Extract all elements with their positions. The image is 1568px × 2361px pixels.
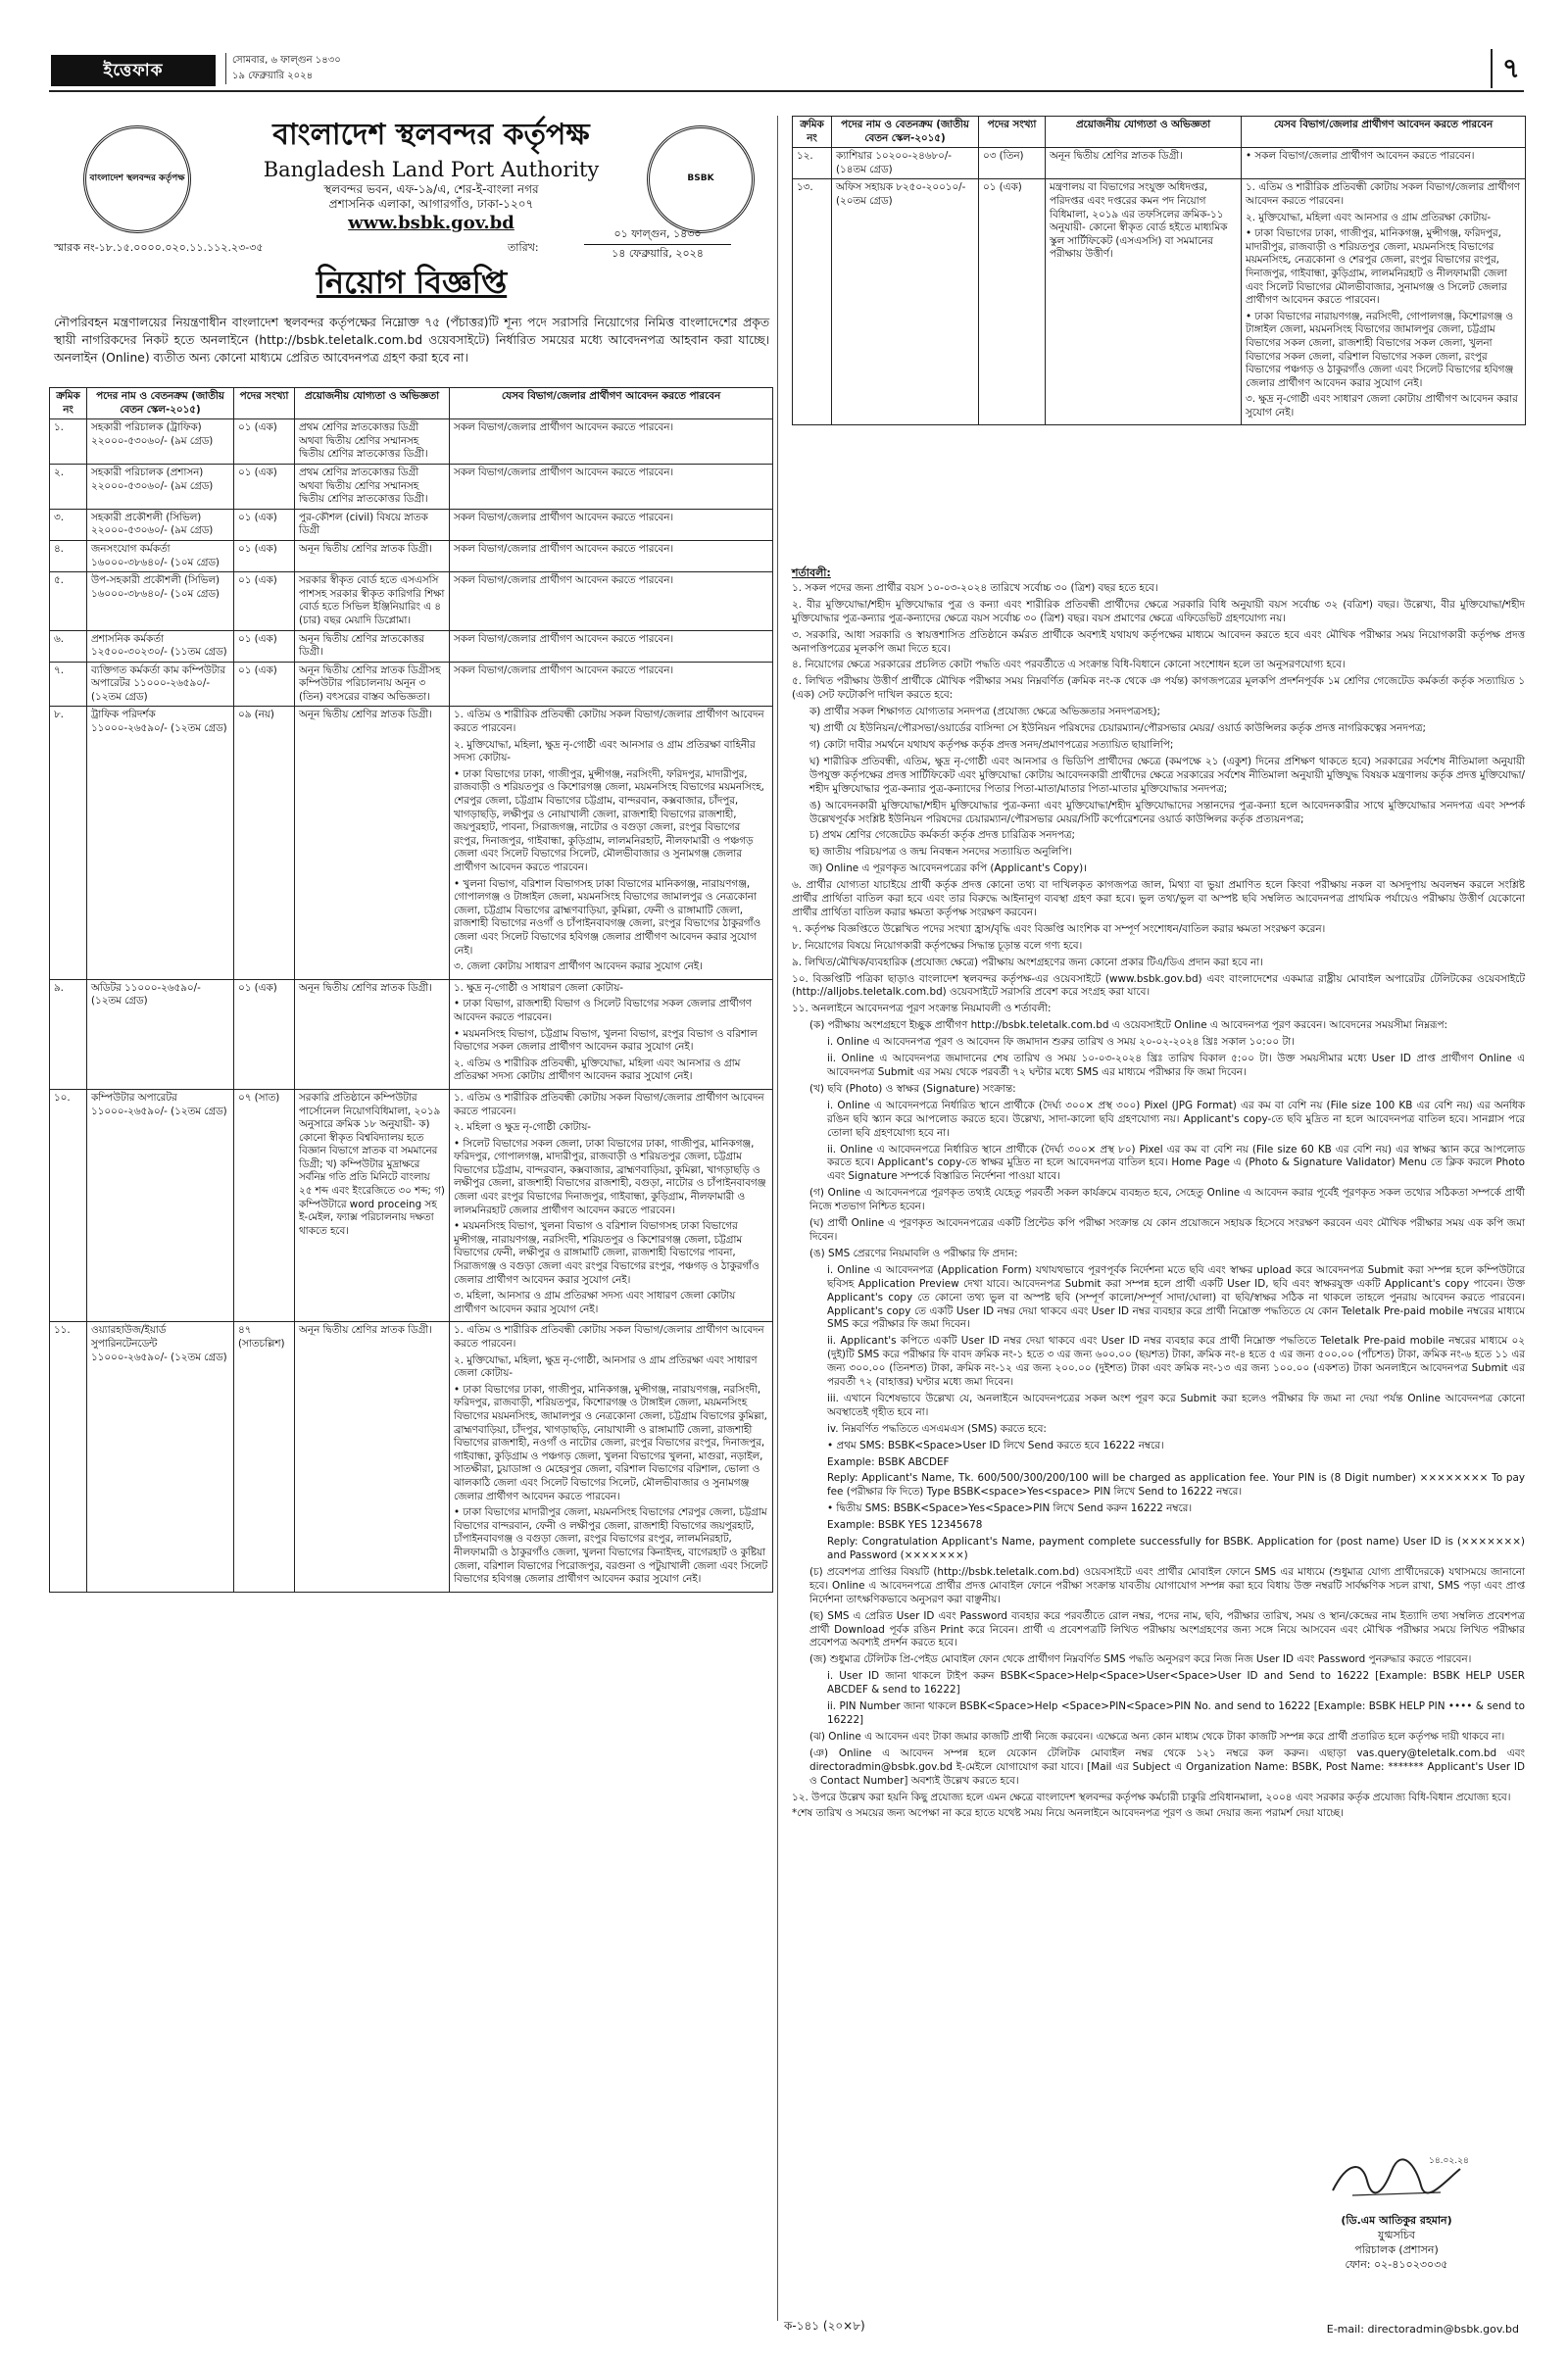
- cell-district: [450, 1322, 773, 1592]
- district-paragraph: ২. এতিম ও শারীরিক প্রতিবন্ধী, মুক্তিযোদ্ধা, মহিলা এবং আনসার ও গ্রাম প্রতিরক্ষা সদস্য কোটায় প্রার্থীগণ আবেদন করার সুযোগ নেই।: [454, 1057, 741, 1083]
- terms-item: ৪. নিয়োগের ক্ষেত্রে সরকারের প্রচলিত কোটা পদ্ধতি এবং পরবর্তীতে এ সংক্রান্ত বিধি-বিধানে কোনো সংশোধন হলে তা অনুসরণযোগ্য হবে।: [792, 659, 1346, 671]
- cell-district: সকল বিভাগ/জেলার প্রার্থীগণ আবেদন করতে পারবেন।: [450, 464, 773, 509]
- cell-serial: ৩.: [50, 509, 87, 540]
- cell-serial: ১.: [50, 419, 87, 465]
- terms-item: ii. Online এ আবেদনপত্রে নির্ধারিত স্থানে প্রার্থীকে (দৈর্ঘ্য ৩০০× প্রস্থ ৮০) Pixel এর কম বা বেশি নয় (File size 60 KB এর বেশি নয়) এর স্বাক্ষর স্ক্যান করে আপলোড করতে হবে। Applicant's copy-তে স্বাক্ষর মুদ্রিত না হলে আবেদনপত্র বাতিল হবে। Home Page এ (Photo & Signature Validator) Menu তে ক্লিক করলে Photo এবং Signature সম্পর্কে বিস্তারিত নির্দেশনা পাওয়া যাবে।: [827, 1143, 1525, 1183]
- cell-post: সহকারী পরিচালক (ট্রাফিক) ২২০০০-৫৩০৬০/- (৯ম গ্রেড): [87, 419, 234, 465]
- terms-item: i. Online এ আবেদনপত্রে নির্ধারিত স্থানে প্রার্থীকে (দৈর্ঘ্য ৩০০× প্রস্থ ৩০০) Pixel (JPG Format) এর কম বা বেশি নয় (File size 100 KB এর বেশি নয়) এর অনধিক রঙিন ছবি স্ক্যান করে আপলোড করতে হবে। উল্লেখ্য, সাদা-কালো ছবি গ্রহণযোগ্য নয়। Applicant's copy-তে ছবি মুদ্রিত না হলে আবেদনপত্র বাতিল হবে। সানগ্লাস পরে তোলা ছবি গ্রহণযোগ্য হবে না।: [827, 1099, 1525, 1139]
- seal-right-text: BSBK: [687, 173, 714, 184]
- table-row: [50, 707, 773, 979]
- newspaper-masthead: [49, 49, 1524, 92]
- table-row: [50, 1322, 773, 1592]
- cell-district: [450, 707, 773, 979]
- masthead-date-bn: সোমবার, ৬ ফাল্গুন ১৪৩০: [232, 55, 341, 66]
- district-paragraph: • খুলনা বিভাগ, বরিশাল বিভাগসহ ঢাকা বিভাগের মানিকগঞ্জ, নারায়ণগঞ্জ, গোপালগঞ্জ ও টাঙ্গাইল জেলা, ময়মনসিংহ বিভাগের জামালপুর ও নেত্রকোনা জেলা, চট্টগ্রাম বিভাগের ব্রাহ্মণবাড়িয়া, কুমিল্লা, ফেনী ও রাঙ্গামাটি জেলা, রাজশাহী বিভাগের নওগাঁ ও চাঁপাইনবাবগঞ্জ জেলা, রংপুর বিভাগের ঠাকুরগাঁও জেলা এবং সিলেট বিভাগের হবিগঞ্জ জেলার প্রার্থীগণ আবেদন করার সুযোগ নেই।: [454, 877, 761, 957]
- cell-serial: ১২.: [793, 148, 832, 179]
- cell-count: ০৩ (তিন): [979, 148, 1046, 179]
- masthead-date-en: ১৯ ফেব্রুয়ারি ২০২৪: [232, 71, 314, 81]
- terms-list: [792, 582, 1525, 1821]
- cell-qualification: অনূন দ্বিতীয় শ্রেণির স্নাতকোত্তর ডিগ্রী।: [295, 630, 450, 662]
- cell-qualification: প্রথম শ্রেণির স্নাতকোত্তর ডিগ্রী অথবা দ্বিতীয় শ্রেণির সম্মানসহ দ্বিতীয় শ্রেণির স্নাতকোত্তর ডিগ্রী।: [295, 464, 450, 509]
- terms-item: ii. Applicant's কপিতে একটি User ID নম্বর দেয়া থাকবে এবং User ID নম্বর ব্যবহার করে প্রার্থী নিম্নোক্ত পদ্ধতিতে Teletalk Pre-paid mobile নম্বরের মাধ্যমে ০২ (দুই)টি SMS করে পরীক্ষার ফি বাবদ ক্রমিক নং-১ হতে ৩ এর জন্য ৬০০.০০ (ছয়শত) টাকা, ক্রমিক নং-৪ হতে ৫ এর জন্য ৫০০.০০ (পাঁচশত) টাকা, ক্রমিক নং-৬ হতে ১১ এর জন্য ৩০০.০০ (তিনশত) টাকা, ক্রমিক নং-১২ এর জন্য ২০০.০০ (দুইশত) টাকা এবং ক্রমিক নং-১৩ এর জন্য ১০০.০০ (একশত) টাকা অনলাইনে আবেদনপত্র Submit এর পরবর্তী ৭২ (বাহাত্তর) ঘণ্টার মধ্যে জমা দিবেন।: [827, 1335, 1525, 1389]
- cell-serial: ৪.: [50, 540, 87, 571]
- jobs-table-left: [49, 387, 773, 1593]
- terms-item: ৬. প্রার্থীর যোগ্যতা যাচাইয়ে প্রার্থী কর্তৃক প্রদত্ত কোনো তথ্য বা দাখিলকৃত কাগজপত্র জাল, মিথ্যা বা ভুয়া প্রমাণিত হলে কিংবা পরীক্ষায় নকল বা অসদুপায় অবলম্বন করলে সংশ্লিষ্ট প্রার্থীর প্রার্থিতা বাতিল করা হবে এবং তার বিরুদ্ধে আইনানুগ ব্যবস্থা গ্রহণ করা হবে। ভুল তথ্য/ভুল বা অস্পষ্ট ছবি সম্বলিত আবেদনপত্র প্রাথমিক পর্যায়েও পরীক্ষায় উত্তীর্ণ যেকোনো প্রার্থীর প্রার্থিতা বাতিল করার ক্ষমতা কর্তৃপক্ষ সংরক্ষণ করবেন।: [792, 879, 1525, 918]
- cell-qualification: মন্ত্রণালয় বা বিভাগের সংযুক্ত অধিদপ্তর, পরিদপ্তর এবং দপ্তরের কমন পদ নিয়োগ বিধিমালা, ২০১৯ এর তফসিলের ক্রমিক-১১ অনুযায়ী- কোনো স্বীকৃত বোর্ড হইতে মাধ্যমিক স্কুল সার্টিফিকেট (এসএসসি) বা সমমানের পরীক্ষায় উত্তীর্ণ।: [1046, 179, 1242, 425]
- cell-post: অডিটর ১১০০০-২৬৫৯০/- (১২তম গ্রেড): [87, 979, 234, 1089]
- table-header-row: [50, 388, 773, 419]
- terms-item: ঙ) আবেদনকারী মুক্তিযোদ্ধা/শহীদ মুক্তিযোদ্ধার পুত্র-কন্যা এবং মুক্তিযোদ্ধা/শহীদ মুক্তিযোদ্ধাদের সন্তানদের পুত্র-কন্যা হলে আবেদনকারীর সাথে মুক্তিযোদ্ধার সনদপত্র এবং সম্পর্ক উল্লেখপূর্বক সংশ্লিষ্ট ইউনিয়ন পরিষদের চেয়ারম্যান/পৌরসভার মেয়র/সিটি কর্পোরেশনের ওয়ার্ড কাউন্সিলর কর্তৃক প্রত্যয়নপত্র;: [809, 799, 1525, 825]
- col-header-serial: ক্রমিক নং: [793, 117, 832, 148]
- cell-post: ব্যক্তিগত কর্মকর্তা কাম কম্পিউটার অপারেটর ১১০০০-২৬৫৯০/- (১২তম গ্রেড): [87, 662, 234, 707]
- terms-item: (ঝ) Online এ আবেদন এবং টাকা জমার কাজটি প্রার্থী নিজে করবেন। এক্ষেত্রে অন্য কোন মাধ্যম থেকে টাকা কাজটি সম্পন্ন করে প্রার্থী প্রতারিত হলে কর্তৃপক্ষ দায়ী থাকবে না।: [809, 1730, 1505, 1743]
- cell-serial: ১১.: [50, 1322, 87, 1592]
- terms-item: ঘ) শারীরিক প্রতিবন্ধী, এতিম, ক্ষুদ্র নৃ-গোষ্ঠী এবং আনসার ও ভিডিপি প্রার্থীদের ক্ষেত্রে (কমপক্ষে ২১ (একুশ) দিনের প্রশিক্ষণ থাকতে হবে) সরকারের সর্বশেষ নীতিমালা অনুযায়ী উপযুক্ত কর্তৃপক্ষের প্রদত্ত সার্টিফিকেট এবং মুক্তিযোদ্ধা কোটায় আবেদনকারী প্রার্থীদের ক্ষেত্রে সরকারের সর্বশেষ নীতিমালা অনুযায়ী মুক্তিযুদ্ধ বিষয়ক মন্ত্রণালয় কর্তৃক প্রদত্ত মুক্তিযোদ্ধা/শহীদ মুক্তিযোদ্ধার পুত্র-কন্যার পুত্র-কন্যাদের পিতার পিতা-মাতা/মাতার পিতা-মাতার মুক্তিযোদ্ধার সনদপত্র;: [809, 755, 1525, 795]
- cell-count: ০১ (এক): [234, 464, 295, 509]
- terms-item: i. Online এ আবেদনপত্র পূরণ ও আবেদন ফি জমাদান শুরুর তারিখ ও সময় ২০-০২-২০২৪ খ্রিঃ সকাল ১০:০০ টা।: [827, 1036, 1295, 1049]
- district-paragraph: ৩. জেলা কোটায় সাধারণ প্রার্থীগণ আবেদন করার সুযোগ নেই।: [454, 960, 703, 973]
- signatory-title: যুগ্মসচিব: [1378, 2229, 1415, 2241]
- district-paragraph: ১. এতিম ও শারীরিক প্রতিবন্ধী কোটায় সকল বিভাগ/জেলার প্রার্থীগণ আবেদন করতে পারবেন।: [454, 1091, 764, 1117]
- cell-qualification: অনূন দ্বিতীয় শ্রেণির স্নাতক ডিগ্রীসহ কম্পিউটার পরিচালনায় অনূন ৩ (তিন) বৎসরের বাস্তব অভিজ্ঞতা।: [295, 662, 450, 707]
- terms-item: • প্রথম SMS: BSBK<Space>User ID লিখে Send করতে হবে 16222 নম্বরে।: [827, 1439, 1164, 1451]
- terms-item: ii. PIN Number জানা থাকলে BSBK<Space>Help <Space>PIN<Space>PIN No. and send to 16222 [Example: BSBK HELP PIN •••• & send to 16222]: [827, 1700, 1525, 1726]
- terms-item: ১০. বিজ্ঞপ্তিটি পত্রিকা ছাড়াও বাংলাদেশ স্থলবন্দর কর্তৃপক্ষ-এর ওয়েবসাইটে (www.bsbk.gov.bd) এবং বাংলাদেশের একমাত্র রাষ্ট্রীয় মোবাইল অপারেটর টেলিটকের ওয়েবসাইটে (http://alljobs.teletalk.com.bd) ওয়েবসাইটে সরাসরি প্রবেশ করে সংগ্রহ করা যাবে।: [792, 972, 1525, 999]
- cell-count: ০১ (এক): [234, 572, 295, 630]
- cell-qualification: অনূন দ্বিতীয় শ্রেণির স্নাতক ডিগ্রী।: [1046, 148, 1242, 179]
- date-label: তারিখ:: [508, 241, 539, 254]
- district-paragraph: • সিলেট বিভাগের সকল জেলা, ঢাকা বিভাগের ঢাকা, গাজীপুর, মানিকগঞ্জ, ফরিদপুর, গোপালগঞ্জ, মাদারীপুর, রাজবাড়ী ও শরিয়তপুর জেলা, চট্টগ্রাম বিভাগের চট্টগ্রাম, বান্দরবান, কক্সবাজার, ব্রাহ্মণবাড়িয়া, কুমিল্লা, খাগড়াছড়ি ও লক্ষীপুর জেলা, রাজশাহী বিভাগের রাজশাহী, বগুড়া, নাটোর ও চাঁপাইনবাবগঞ্জ জেলা এবং রংপুর বিভাগের দিনাজপুর, গাইবান্ধা, কুড়িগ্রাম, নীলফামারী ও লালমনিরহাট জেলার প্রার্থীগণ আবেদন করতে পারবেন।: [454, 1137, 766, 1216]
- district-paragraph: ৩. ক্ষুদ্র নৃ-গোষ্ঠী এবং সাধারণ জেলা কোটায় প্রার্থীগণ আবেদন করার সুযোগ নেই।: [1246, 393, 1518, 418]
- district-paragraph: • ময়মনসিংহ বিভাগ, খুলনা বিভাগ ও বরিশাল বিভাগসহ ঢাকা বিভাগের মুন্সীগঞ্জ, নারায়ণগঞ্জ, নরসিংদী, শরিয়তপুর ও কিশোরগঞ্জ জেলা, চট্টগ্রাম বিভাগের ফেনী, লক্ষীপুর ও রাঙ্গামাটি জেলা, রাজশাহী বিভাগের পাবনা, সিরাজগঞ্জ ও বগুড়া জেলা এবং রংপুর বিভাগের রংপুর, পঞ্চগড় ও ঠাকুরগাঁও জেলার প্রার্থীগণ আবেদন করার সুযোগ নেই।: [454, 1220, 760, 1286]
- newspaper-logo: ইত্তেফাক: [51, 55, 216, 86]
- page-number: ৭: [1491, 49, 1520, 88]
- table-row: [50, 464, 773, 509]
- terms-item: (খ) ছবি (Photo) ও স্বাক্ষর (Signature) সংক্রান্ত:: [809, 1082, 1016, 1095]
- cell-district: [450, 979, 773, 1089]
- table-row: [793, 148, 1526, 179]
- signatory-email[interactable]: E-mail: directoradmin@bsbk.gov.bd: [1326, 2323, 1519, 2336]
- signatory-block: [1274, 2213, 1519, 2272]
- cell-district: [1242, 179, 1526, 425]
- district-paragraph: ২. মুক্তিযোদ্ধা, মহিলা, ক্ষুদ্র নৃ-গোষ্ঠী এবং আনসার ও গ্রাম প্রতিরক্ষা বাহিনীর সদস্য কোটায়-: [454, 738, 756, 764]
- date-box: [584, 225, 731, 263]
- district-paragraph: ২. মহিলা ও ক্ষুদ্র নৃ-গোষ্ঠী কোটায়-: [454, 1121, 592, 1134]
- cell-serial: ১৩.: [793, 179, 832, 425]
- cell-post: উপ-সহকারী প্রকৌশলী (সিভিল) ১৬০০০-৩৮৬৪০/- (১০ম গ্রেড): [87, 572, 234, 630]
- terms-item: *শেষ তারিখ ও সময়ের জন্য অপেক্ষা না করে হাতে যথেষ্ট সময় নিয়ে অনলাইনে আবেদনপত্র পূরণ ও জমা দেয়ার জন্য পরামর্শ দেয়া যাচ্ছে।: [792, 1807, 1344, 1820]
- table-row: [50, 419, 773, 465]
- table-row: [50, 540, 773, 571]
- district-paragraph: • সকল বিভাগ/জেলার প্রার্থীগণ আবেদন করতে পারবেন।: [1246, 150, 1475, 163]
- terms-item: (গ) Online এ আবেদনপত্রে পূরণকৃত তথ্যই যেহেতু পরবর্তী সকল কার্যক্রমে ব্যবহৃত হবে, সেহেতু Online এ আবেদন করার পূর্বেই পূরণকৃত সকল তথ্যের সঠিকতা সম্পর্কে প্রার্থী নিজে শতভাগ নিশ্চিত হবেন।: [809, 1187, 1525, 1213]
- cell-qualification: প্রথম শ্রেণির স্নাতকোত্তর ডিগ্রী অথবা দ্বিতীয় শ্রেণির সম্মানসহ দ্বিতীয় শ্রেণির স্নাতকোত্তর ডিগ্রী।: [295, 419, 450, 465]
- terms-item: ৮. নিয়োগের বিষয়ে নিয়োগকারী কর্তৃপক্ষের সিদ্ধান্ত চূড়ান্ত বলে গণ্য হবে।: [792, 939, 1083, 952]
- cell-qualification: পুর-কৌশল (civil) বিষয়ে স্নাতক ডিগ্রী: [295, 509, 450, 540]
- cell-serial: ১০.: [50, 1089, 87, 1322]
- terms-item: (ক) পরীক্ষায় অংশগ্রহণে ইচ্ছুক প্রার্থীগণ http://bsbk.teletalk.com.bd এ ওয়েবসাইটে Online এ আবেদনপত্র পূরণ করবেন। আবেদনের সময়সীমা নিম্নরূপ:: [809, 1019, 1447, 1032]
- cell-district: সকল বিভাগ/জেলার প্রার্থীগণ আবেদন করতে পারবেন।: [450, 540, 773, 571]
- cell-post: ট্রাফিক পরিদর্শক ১১০০০-২৬৫৯০/- (১২তম গ্রেড): [87, 707, 234, 979]
- bsbk-logo-icon: [647, 125, 755, 233]
- cell-district: সকল বিভাগ/জেলার প্রার্থীগণ আবেদন করতে পারবেন।: [450, 509, 773, 540]
- terms-item: ৭. কর্তৃপক্ষ বিজ্ঞপ্তিতে উল্লেখিত পদের সংখ্যা হ্রাস/বৃদ্ধি এবং বিজ্ঞপ্তি আংশিক বা সম্পূর্ণ সংশোধন/বাতিল করার ক্ষমতা সংরক্ষণ করেন।: [792, 922, 1326, 935]
- intro-paragraph: নৌপরিবহন মন্ত্রণালয়ের নিয়ন্ত্রণাধীন বাংলাদেশ স্থলবন্দর কর্তৃপক্ষের নিম্নোক্ত ৭৫ (পঁচাত্তর)টি শূন্য পদে সরাসরি নিয়োগের নিমিত্ত বাংলাদেশের প্রকৃত স্থায়ী নাগরিকদের নিকট হতে অনলাইনে (http://bsbk.teletalk.com.bd ওয়েবসাইটে) নির্ধারিত সময়ের মধ্যে আবেদনপত্র আহবান করা যাচ্ছে। অনলাইন (Online) ব্যতীত অন্য কোনো মাধ্যমে প্রেরিত আবেদনপত্র গ্রহণ করা হবে না।: [54, 316, 769, 365]
- cell-qualification: সরকার স্বীকৃত বোর্ড হতে এসএসসি পাশসহ সরকার স্বীকৃত কারিগরি শিক্ষা বোর্ড হতে সিভিল ইঞ্জিনিয়ারিং এ ৪ (চার) বছর মেয়াদি ডিপ্লোমা।: [295, 572, 450, 630]
- seal-left-text: বাংলাদেশ স্থলবন্দর কর্তৃপক্ষ: [89, 173, 185, 184]
- terms-heading: শর্তাবলী:: [792, 566, 831, 579]
- terms-item: (জ) শুধুমাত্র টেলিটক প্রি-পেইড মোবাইল ফোন থেকে প্রার্থীগণ নিম্নবর্ণিত SMS পদ্ধতি অনুসরণ করে নিজ নিজ User ID এবং Password পুনরুদ্ধার করতে পারবেন।: [809, 1653, 1472, 1666]
- cell-count: ৪৭ (সাতচল্লিশ): [234, 1322, 295, 1592]
- table-row: [50, 979, 773, 1089]
- table-row: [50, 572, 773, 630]
- district-paragraph: ৩. মহিলা, আনসার ও গ্রাম প্রতিরক্ষা সদস্য এবং সাধারণ জেলা কোটায় প্রার্থীগণ আবেদন করার সুযোগ নেই।: [454, 1290, 736, 1315]
- cell-district: [1242, 148, 1526, 179]
- district-paragraph: • ঢাকা বিভাগের ঢাকা, গাজীপুর, মানিকগঞ্জ, মুন্সীগঞ্জ, নারায়ণগঞ্জ, নরসিংদী, ফরিদপুর, রাজবাড়ী, শরিয়তপুর, কিশোরগঞ্জ ও টাঙ্গাইল জেলা, ময়মনসিংহ বিভাগের ময়মনসিংহ, জামালপুর ও নেত্রকোনা জেলা, চট্টগ্রাম বিভাগের কুমিল্লা, ব্রাহ্মণবাড়িয়া, চাঁদপুর, খাগড়াছড়ি, নোয়াখালী ও রাঙ্গামাটি জেলা, রাজশাহী বিভাগের রাজশাহী, নওগাঁ ও নাটোর জেলা, রংপুর বিভাগের রংপুর, দিনাজপুর, গাইবান্ধা, কুড়িগ্রাম ও পঞ্চগড় জেলা, খুলনা বিভাগের খুলনা, মাগুরা, নড়াইল, সাতক্ষীরা, চুয়াডাঙ্গা ও মেহেরপুর জেলা, বরিশাল বিভাগের বরিশাল, ভোলা ও ঝালকাঠি জেলা এবং সিলেট বিভাগের সিলেট, মৌলভীবাজার ও সুনামগঞ্জ জেলার প্রার্থীগণ আবেদন করতে পারবেন।: [454, 1383, 767, 1502]
- cell-post: কম্পিউটার অপারেটর ১১০০০-২৬৫৯০/- (১২তম গ্রেড): [87, 1089, 234, 1322]
- cell-district: সকল বিভাগ/জেলার প্রার্থীগণ আবেদন করতে পারবেন।: [450, 662, 773, 707]
- terms-item: (ঙ) SMS প্রেরণের নিয়মাবলি ও পরীক্ষার ফি প্রদান:: [809, 1247, 1018, 1259]
- col-header-post: পদের নাম ও বেতনক্রম (জাতীয় বেতন স্কেল-২০১৫): [832, 117, 979, 148]
- date-en: ১৪ ফেব্রুয়ারি, ২০২৪: [612, 246, 704, 260]
- cell-post: অফিস সহায়ক ৮২৫০-২০০১০/- (২০তম গ্রেড): [832, 179, 979, 425]
- terms-item: ৩. সরকারি, আধা সরকারি ও স্বায়ত্তশাসিত প্রতিষ্ঠানে কর্মরত প্রার্থীকে অবশ্যই যথাযথ কর্তৃপক্ষের মাধ্যমে আবেদন করতে হবে এবং মৌখিক পরীক্ষার সময় নিয়োগকারী কর্তৃপক্ষ প্রদত্ত অনাপত্তিপত্রের মূলকপি জমা দিতে হবে।: [792, 628, 1525, 655]
- terms-item: চ) প্রথম শ্রেণির গেজেটেড কর্মকর্তা কর্তৃক প্রদত্ত চারিত্রিক সনদপত্র;: [809, 829, 1076, 842]
- cell-count: ০১ (এক): [234, 540, 295, 571]
- terms-item: (ছ) SMS এ প্রেরিত User ID এবং Password ব্যবহার করে পরবর্তীতে রোল নম্বর, পদের নাম, ছবি, পরীক্ষার তারিখ, সময় ও স্থান/কেন্দ্রের নাম ইত্যাদি তথ্য সম্বলিত প্রবেশপত্র প্রার্থী Download পূর্বক রঙিন Print করে নিবেন। প্রার্থী এ প্রবেশপত্রটি লিখিত পরীক্ষায় অংশগ্রহণের জন্য সঙ্গে নিয়ে আসবেন এবং মৌখিক পরীক্ষার সময়ে লিখিত পরীক্ষার প্রবেশপত্র অবশ্যই প্রদর্শন করতে হবে।: [809, 1609, 1525, 1649]
- terms-item: (চ) প্রবেশপত্র প্রাপ্তির বিষয়টি (http://bsbk.teletalk.com.bd) ওয়েবসাইটে এবং প্রার্থীর মোবাইল ফোনে SMS এর মাধ্যমে (শুধুমাত্র যোগ্য প্রার্থীদেরকে) যথাসময়ে জানানো হবে। Online এ আবেদনপত্রে প্রার্থীর প্রদত্ত মোবাইল ফোনে পরীক্ষা সংক্রান্ত যাবতীয় যোগাযোগ সম্পন্ন করা হবে বিধায় উক্ত নম্বরটি সার্বক্ষণিক সচল রাখা, SMS পড়া এবং প্রাপ্ত নির্দেশনা তাৎক্ষণিকভাবে অনুসরণ করা বাঞ্ছনীয়।: [809, 1565, 1525, 1605]
- district-paragraph: • ঢাকা বিভাগের নারায়ণগঞ্জ, নরসিংদী, গোপালগঞ্জ, কিশোরগঞ্জ ও টাঙ্গাইল জেলা, ময়মনসিংহ বিভাগের জামালপুর জেলা, চট্টগ্রাম বিভাগের সকল জেলা, রাজশাহী বিভাগের সকল জেলা, খুলনা বিভাগের সকল জেলা, বরিশাল বিভাগের সকল জেলা, রংপুর বিভাগের পঞ্চগড় ও ঠাকুরগাঁও জেলা এবং সিলেট বিভাগের হবিগঞ্জ জেলার প্রার্থীগণ আবেদন করার সুযোগ নেই।: [1246, 310, 1514, 389]
- cell-post: ক্যাশিয়ার ১০২০০-২৪৬৮০/- (১৪তম গ্রেড): [832, 148, 979, 179]
- cell-district: [450, 1089, 773, 1322]
- terms-item: ছ) জাতীয় পরিচয়পত্র ও জন্ম নিবন্ধন সনদের সত্যায়িত অনুলিপি।: [809, 846, 1072, 859]
- terms-item: Example: BSBK ABCDEF: [827, 1455, 950, 1468]
- terms-item: Reply: Congratulation Applicant's Name, payment complete successfully for BSBK. Application for (post name) User ID is (×××××××) and Password (×××××××): [827, 1536, 1525, 1561]
- col-header-district: যেসব বিভাগ/জেলার প্রার্থীগণ আবেদন করতে পারবেন: [450, 388, 773, 419]
- cell-serial: ৯.: [50, 979, 87, 1089]
- table-header-row: [793, 117, 1526, 148]
- terms-item: ২. বীর মুক্তিযোদ্ধা/শহীদ মুক্তিযোদ্ধার পুত্র ও কন্যা এবং শারীরিক প্রতিবন্ধী প্রার্থীদের ক্ষেত্রে সরকারি বিধি অনুযায়ী বয়স সর্বোচ্চ ৩২ (বত্রিশ) বছর। উল্লেখ্য, বীর মুক্তিযোদ্ধা/শহীদ মুক্তিযোদ্ধার পুত্র-কন্যার পুত্র-কন্যাদের ক্ষেত্রে বয়স সর্বোচ্চ ৩০ (ত্রিশ) বছর। বয়স প্রমাণের ক্ষেত্রে এফিডেভিট গ্রহণযোগ্য নয়।: [792, 598, 1525, 624]
- cell-district: সকল বিভাগ/জেলার প্রার্থীগণ আবেদন করতে পারবেন।: [450, 572, 773, 630]
- terms-section: [792, 566, 1525, 1824]
- masthead-dates: [225, 53, 353, 84]
- col-header-qualification: প্রয়োজনীয় যোগ্যতা ও অভিজ্ঞতা: [295, 388, 450, 419]
- bangladesh-seal-icon: [83, 125, 191, 233]
- date-bn: ০১ ফাল্গুন, ১৪৩০: [584, 225, 731, 245]
- terms-item: iii. এখানে বিশেষভাবে উল্লেখ্য যে, অনলাইনে আবেদনপত্রের সকল অংশ পূরণ করে Submit করা হলেও পরীক্ষার ফি জমা না দেয়া পর্যন্ত Online আবেদনপত্র কোনো অবস্থাতেই গৃহীত হবে না।: [827, 1392, 1525, 1418]
- district-paragraph: • ঢাকা বিভাগের ঢাকা, গাজীপুর, মুন্সীগঞ্জ, নরসিংদী, ফরিদপুর, মাদারীপুর, রাজবাড়ী ও শরিয়তপুর ও কিশোরগঞ্জ জেলা, ময়মনসিংহ বিভাগের ময়মনসিংহ, শেরপুর জেলা, চট্টগ্রাম বিভাগের চট্টগ্রাম, বান্দরবান, কক্সবাজার, চাঁদপুর, খাগড়াছড়ি, লক্ষীপুর ও নোয়াখালী জেলা, রাজশাহী বিভাগের রাজশাহী, জয়পুরহাট, পাবনা, সিরাজগঞ্জ, নাটোর ও বগুড়া জেলা, রংপুর বিভাগের রংপুর, দিনাজপুর, গাইবান্ধা, কুড়িগ্রাম, লালমনিরহাট, নীলফামারী ও পঞ্চগড় জেলা এবং সিলেট বিভাগের সিলেট, মৌলভীবাজার ও সুনামগঞ্জ জেলার প্রার্থীগণ আবেদন করতে পারবেন।: [454, 767, 764, 873]
- terms-item: খ) প্রার্থী যে ইউনিয়ন/পৌরসভা/ওয়ার্ডের বাসিন্দা সে ইউনিয়ন পরিষদের চেয়ারম্যান/পৌরসভার মেয়র/ ওয়ার্ড কাউন্সিলর কর্তৃক প্রদত্ত নাগরিকত্বের সনদপত্র;: [809, 722, 1427, 735]
- signature-date: ১৪.০২.২৪: [1429, 2156, 1469, 2166]
- terms-item: (ঘ) প্রার্থী Online এ পূরণকৃত আবেদনপত্রের একটি প্রিন্টেড কপি পরীক্ষা সংক্রান্ত যে কোন প্রয়োজনে সহায়ক হিসেবে সংরক্ষণ করবেন এবং মৌখিক পরীক্ষার সময় এক কপি জমা দিবেন।: [809, 1217, 1525, 1243]
- district-paragraph: • ঢাকা বিভাগ, রাজশাহী বিভাগ ও সিলেট বিভাগের সকল জেলার প্রার্থীগণ আবেদন করতে পারবেন।: [454, 998, 752, 1023]
- column-divider: [777, 116, 778, 2321]
- cell-district: সকল বিভাগ/জেলার প্রার্থীগণ আবেদন করতে পারবেন।: [450, 419, 773, 465]
- website-link[interactable]: www.bsbk.gov.bd: [348, 213, 514, 233]
- cell-serial: ২.: [50, 464, 87, 509]
- cell-serial: ৮.: [50, 707, 87, 979]
- terms-item: i. Online এ আবেদনপত্র (Application Form) যথাযথভাবে পূরণপূর্বক নির্দেশনা মতে ছবি এবং স্বাক্ষর upload করে আবেদনপত্র Submit করা সম্পন্ন হলে কম্পিউটারে ছবিসহ Application Preview দেখা যাবে। আবেদনপত্র Submit করা সম্পন্ন হলে প্রার্থী একটি User ID, ছবি এবং স্বাক্ষরযুক্ত একটি Applicant's copy পাবেন। উক্ত Applicant's copy তে কোনো তথ্য ভুল বা অস্পষ্ট ছবি (সম্পূর্ণ কালো/সম্পূর্ণ সাদা/ঘোলা) বা ছবি/স্বাক্ষর সঠিক না থাকলে তাহলে পুনরায় আবেদন করতে পারবেন। Applicant's copy তে একটি User ID নম্বর দেয়া থাকবে এবং User ID নম্বর ব্যবহার করে প্রার্থী নিম্নোক্ত পদ্ধতিতে যে কোন Teletalk Pre-paid mobile নম্বরের মাধ্যমে SMS করে পরীক্ষার ফি জমা দিবেন।: [827, 1263, 1525, 1331]
- col-header-district: যেসব বিভাগ/জেলার প্রার্থীগণ আবেদন করতে পারবেন: [1242, 117, 1526, 148]
- col-header-post: পদের নাম ও বেতনক্রম (জাতীয় বেতন স্কেল-২০১৫): [87, 388, 234, 419]
- cell-qualification: অনূন দ্বিতীয় শ্রেণির স্নাতক ডিগ্রী।: [295, 707, 450, 979]
- cell-district: সকল বিভাগ/জেলার প্রার্থীগণ আবেদন করতে পারবেন।: [450, 630, 773, 662]
- terms-item: ii. Online এ আবেদনপত্র জমাদানের শেষ তারিখ ও সময় ১০-০৩-২০২৪ খ্রিঃ তারিখ বিকাল ৫:০০ টা। উক্ত সময়সীমার মধ্যে User ID প্রাপ্ত প্রার্থীগণ Online এ আবেদনপত্র Submit এর সময় থেকে পরবর্তী ৭২ ঘন্টার মধ্যে SMS এর মাধ্যমে পরীক্ষার ফি জমা দিবেন।: [827, 1053, 1525, 1078]
- cell-post: প্রশাসনিক কর্মকর্তা ১২৫০০-৩০২৩০/- (১১তম গ্রেড): [87, 630, 234, 662]
- cell-count: ০১ (এক): [234, 509, 295, 540]
- cell-qualification: অনূন দ্বিতীয় শ্রেণির স্নাতক ডিগ্রী।: [295, 979, 450, 1089]
- cell-serial: ৬.: [50, 630, 87, 662]
- cell-post: ওয়্যারহাউজ/ইয়ার্ড সুপারিনটেনডেন্ট ১১০০০-২৬৫৯০/- (১২তম গ্রেড): [87, 1322, 234, 1592]
- col-header-count: পদের সংখ্যা: [979, 117, 1046, 148]
- cell-count: ০১ (এক): [234, 419, 295, 465]
- terms-item: গ) কোটা দাবীর সমর্থনে যথাযথ কর্তৃপক্ষ কর্তৃক প্রদত্ত সনদ/প্রমাণপত্রের সত্যায়িত ছায়ালিপি;: [809, 738, 1174, 751]
- col-header-qualification: প্রয়োজনীয় যোগ্যতা ও অভিজ্ঞতা: [1046, 117, 1242, 148]
- terms-item: i. User ID জানা থাকলে টাইপ করুন BSBK<Space>Help<Space>User<Space>User ID and Send to 16222 [Example: BSBK HELP USER ABCDEF & send to 16222]: [827, 1670, 1525, 1697]
- terms-item: • দ্বিতীয় SMS: BSBK<Space>Yes<Space>PIN লিখে Send করুন 16222 নম্বরে।: [827, 1502, 1193, 1515]
- signatory-name: (ডি.এম আতিকুর রহমান): [1341, 2214, 1452, 2227]
- col-header-serial: ক্রমিক নং: [50, 388, 87, 419]
- terms-item: (ঞ) Online এ আবেদন সম্পন্ন হলে যেকোন টেলিটক মোবাইল নম্বর থেকে ১২১ নম্বরে কল করুন। এছাড়া vas.query@teletalk.com.bd এবং directoradmin@bsbk.gov.bd ই-মেইলে যোগাযোগ করা যাবে। [Mail এর Subject এ Organization Name: BSBK, Post Name: ******* Applicant's User ID ও Contact Number] অবশ্যই উল্লেখ করতে হবে।: [809, 1746, 1525, 1787]
- authority-title-en: Bangladesh Land Port Authority: [263, 158, 600, 181]
- cell-count: ০৭ (সাত): [234, 1089, 295, 1322]
- signature-icon: [1323, 2151, 1470, 2205]
- address-line-1: স্থলবন্দর ভবন, এফ-১৯/এ, শের-ই-বাংলা নগর: [323, 182, 539, 196]
- terms-item: ১. সকল পদের জন্য প্রার্থীর বয়স ১০-০৩-২০২৪ তারিখে সর্বোচ্চ ৩০ (ত্রিশ) বছর হতে হবে।: [792, 581, 1158, 594]
- terms-item: ১২. উপরে উল্লেখ করা হয়নি কিছু প্রযোজ্য হলে এমন ক্ষেত্রে বাংলাদেশ স্থলবন্দর কর্তৃপক্ষ কর্মচারী চাকুরি প্রবিধানমালা, ২০০৪ এবং সরকার কর্তৃক প্রযোজ্য বিধি-বিধান প্রযোজ্য হবে।: [792, 1791, 1511, 1803]
- district-paragraph: ২. মুক্তিযোদ্ধা, মহিলা, ক্ষুদ্র নৃ-গোষ্ঠী, আনসার ও গ্রাম প্রতিরক্ষা এবং সাধারণ জেলা কোটায়-: [454, 1353, 758, 1380]
- table-row: [50, 1089, 773, 1322]
- terms-item: Example: BSBK YES 12345678: [827, 1519, 983, 1532]
- col-header-count: পদের সংখ্যা: [234, 388, 295, 419]
- district-paragraph: ১. এতিম ও শারীরিক প্রতিবন্ধী কোটায় সকল বিভাগ/জেলার প্রার্থীগণ আবেদন করতে পারবেন।: [454, 709, 764, 735]
- cell-count: ০১ (এক): [979, 179, 1046, 425]
- jobs-table-right: [792, 116, 1526, 425]
- district-paragraph: • ঢাকা বিভাগের ঢাকা, গাজীপুর, মানিকগঞ্জ, মুন্সীগঞ্জ, ফরিদপুর, মাদারীপুর, রাজবাড়ী ও শরিয়তপুর জেলা, ময়মনসিংহ বিভাগের ময়মনসিংহ, নেত্রকোনা ও শেরপুর জেলা, রংপুর বিভাগের রংপুর, দিনাজপুর, গাইবান্ধা, কুড়িগ্রাম, লালমনিরহাট ও নীলফামারী জেলা এবং সিলেট বিভাগের মৌলভীবাজার, সুনামগঞ্জ ও সিলেট জেলার প্রার্থীগণ আবেদন করতে পারবেন।: [1246, 227, 1507, 307]
- district-paragraph: ১. এতিম ও শারীরিক প্রতিবন্ধী কোটায় সকল বিভাগ/জেলার প্রার্থীগণ আবেদন করতে পারবেন।: [454, 1324, 764, 1350]
- terms-item: জ) Online এ পূরণকৃত আবেদনপত্রের কপি (Applicant's Copy)।: [809, 862, 1088, 875]
- district-paragraph: • ময়মনসিংহ বিভাগ, চট্টগ্রাম বিভাগ, খুলনা বিভাগ, রংপুর বিভাগ ও বরিশাল বিভাগের সকল জেলার প্রার্থীগণ আবেদন করার সুযোগ নেই।: [454, 1027, 758, 1054]
- cell-count: ০১ (এক): [234, 662, 295, 707]
- cell-qualification: অনূন দ্বিতীয় শ্রেণির স্নাতক ডিগ্রী।: [295, 1322, 450, 1592]
- cell-count: ০১ (এক): [234, 979, 295, 1089]
- ad-reference-code: ক-১৪১ (২০×৮): [784, 2319, 865, 2333]
- cell-post: সহকারী প্রকৌশলী (সিভিল) ২২০০০-৫৩০৬০/- (৯ম গ্রেড): [87, 509, 234, 540]
- cell-post: সহকারী পরিচালক (প্রশাসন) ২২০০০-৫৩০৬০/- (৯ম গ্রেড): [87, 464, 234, 509]
- terms-item: ১১. অনলাইনে আবেদনপত্র পূরণ সংক্রান্ত নিয়মাবলী ও শর্তাবলী:: [792, 1003, 1052, 1015]
- signatory-phone: ফোন: ০২-৪১০২৩০৩৫: [1345, 2258, 1448, 2271]
- district-paragraph: ২. মুক্তিযোদ্ধা, মহিলা এবং আনসার ও গ্রাম প্রতিরক্ষা কোটায়-: [1246, 211, 1492, 223]
- memo-number: স্মারক নং-১৮.১৫.০০০০.০২০.১১.১১২.২৩-৩৫: [54, 241, 264, 254]
- notice-title: নিয়োগ বিজ্ঞপ্তি: [316, 264, 508, 301]
- cell-serial: ৭.: [50, 662, 87, 707]
- table-row: [793, 179, 1526, 425]
- terms-item: Reply: Applicant's Name, Tk. 600/500/300/200/100 will be charged as application fee. Your PIN is (8 Digit number) ×××××××× To pay fee (পরীক্ষার ফি দিতে) Type BSBK<space>Yes<space> PIN লিখে Send to 16222 নম্বরে।: [827, 1472, 1525, 1499]
- address-line-2: প্রশাসনিক এলাকা, আগারগাঁও, ঢাকা-১২০৭: [328, 197, 534, 211]
- signatory-role: পরিচালক (প্রশাসন): [1354, 2243, 1439, 2256]
- terms-item: ক) প্রার্থীর সকল শিক্ষাগত যোগ্যতার সনদপত্র (প্রযোজ্য ক্ষেত্রে অভিজ্ঞতার সনদপত্রসহ);: [809, 706, 1161, 718]
- cell-qualification: অনূন দ্বিতীয় শ্রেণির স্নাতক ডিগ্রী।: [295, 540, 450, 571]
- cell-qualification: সরকারি প্রতিষ্ঠানে কম্পিউটার পার্সোনেল নিয়োগবিধিমালা, ২০১৯ অনুসারে ক্রমিক ১৮ অনুযায়ী- ক) কোনো স্বীকৃত বিশ্ববিদ্যালয় হতে বিজ্ঞান বিভাগে স্নাতক বা সমমানের ডিগ্রী; খ) কম্পিউটার মুদ্রাক্ষরে সর্বনিম্ন গতি প্রতি মিনিটে বাংলায় ২৫ শব্দ এবং ইংরেজিতে ৩০ শব্দ; গ) কম্পিউটারে word proceing সহ ই-মেইল, ফ্যাক্স পরিচালনায় দক্ষতা থাকতে হবে।: [295, 1089, 450, 1322]
- cell-count: ০৯ (নয়): [234, 707, 295, 979]
- district-paragraph: ১. ক্ষুদ্র নৃ-গোষ্ঠী ও সাধারণ জেলা কোটায়-: [454, 981, 624, 994]
- authority-title-bn: বাংলাদেশ স্থলবন্দর কর্তৃপক্ষ: [272, 118, 590, 152]
- cell-serial: ৫.: [50, 572, 87, 630]
- district-paragraph: ১. এতিম ও শারীরিক প্রতিবন্ধী কোটায় সকল বিভাগ/জেলার প্রার্থীগণ আবেদন করতে পারবেন।: [1246, 181, 1520, 207]
- district-paragraph: • ঢাকা বিভাগের মাদারীপুর জেলা, ময়মনসিংহ বিভাগের শেরপুর জেলা, চট্টগ্রাম বিভাগের বান্দরবান, ফেনী ও লক্ষীপুর জেলা, রাজশাহী বিভাগের জয়পুরহাট, চাঁপাইনবাবগঞ্জ ও বগুড়া জেলা, রংপুর বিভাগের রংপুর, লালমনিরহাট, নীলফামারী ও ঠাকুরগাঁও জেলা, খুলনা বিভাগের কিনাইদহ, বাগেরহাট ও কুষ্টিয়া জেলা, বরিশাল বিভাগের পিরোজপুর, বরগুনা ও পটুয়াখালী জেলা এবং সিলেট বিভাগের হবিগঞ্জ জেলার প্রার্থীগণ আবেদন করার সুযোগ নেই।: [454, 1506, 768, 1586]
- table-row: [50, 662, 773, 707]
- terms-item: iv. নিম্নবর্ণিত পদ্ধতিতে এসএমএস (SMS) করতে হবে:: [827, 1422, 1047, 1435]
- table-row: [50, 509, 773, 540]
- cell-count: ০১ (এক): [234, 630, 295, 662]
- terms-item: ৯. লিখিত/মৌখিক/ব্যবহারিক (প্রযোজ্য ক্ষেত্রে) পরীক্ষায় অংশগ্রহণের জন্য কোনো প্রকার টিএ/ডিএ প্রদান করা হবে না।: [792, 956, 1263, 968]
- cell-post: জনসংযোগ কর্মকর্তা ১৬০০০-৩৮৬৪০/- (১০ম গ্রেড): [87, 540, 234, 571]
- terms-item: ৫. লিখিত পরীক্ষায় উত্তীর্ণ প্রার্থীকে মৌখিক পরীক্ষার সময় নিম্নবর্ণিত (ক্রমিক নং-ক থেকে ঞ পর্যন্ত) কাগজপত্রের মূলকপি প্রদর্শনপূর্বক ১ম শ্রেণির গেজেটেড কর্মকর্তা কর্তৃক সত্যায়িত ১ (এক) সেট ফটোকপি দাখিল করতে হবে:: [792, 675, 1525, 702]
- table-row: [50, 630, 773, 662]
